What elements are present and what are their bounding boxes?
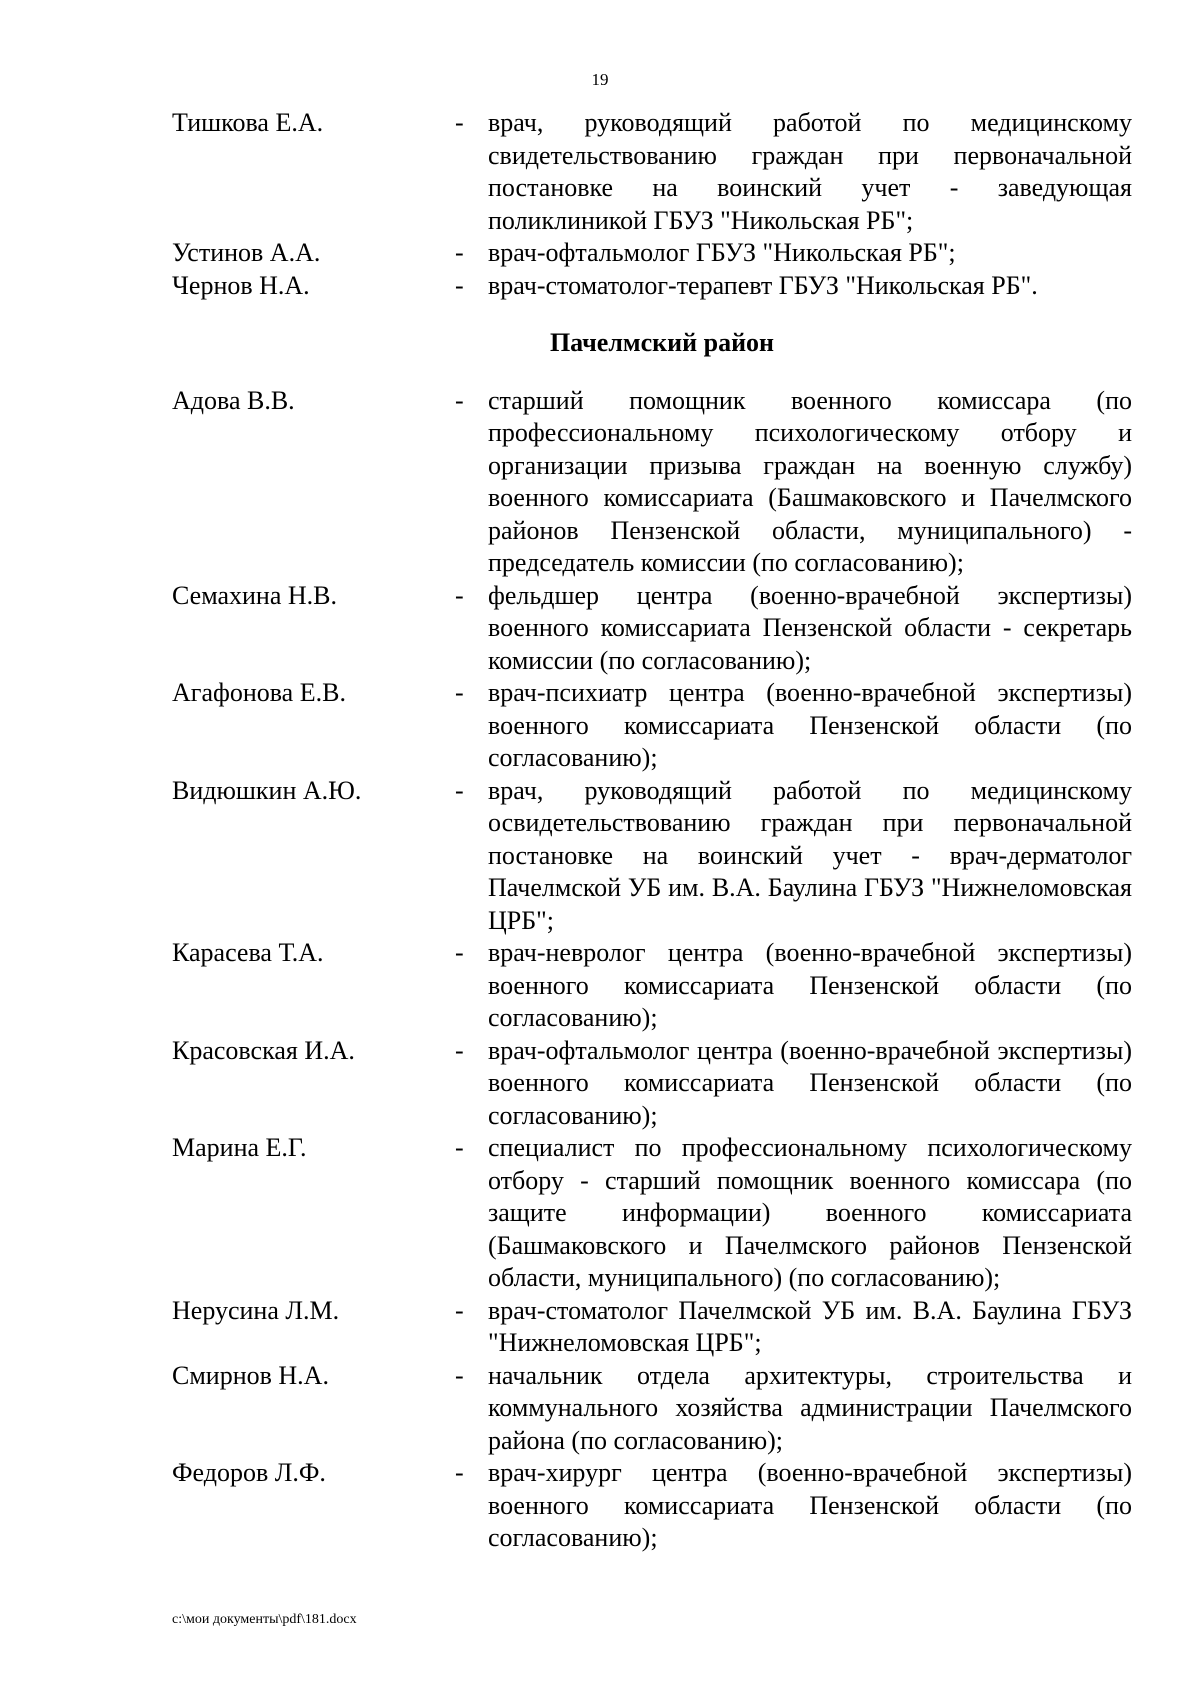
member-row — [172, 1132, 1132, 1295]
member-row — [172, 270, 1132, 303]
member-position: врач-стоматолог Пачелмской УБ им. В.А. Баулина ГБУЗ "Нижнеломовская ЦРБ"; — [488, 1295, 1132, 1357]
footer-file-path: c:\мои документы\pdf\181.docx — [172, 1612, 357, 1627]
member-name: Видюшкин А.Ю. — [172, 775, 362, 805]
member-position: врач-хирург центра (военно-врачебной экспертизы) военного комиссариата Пензенской области (по согласованию); — [488, 1458, 1132, 1552]
member-dash: - — [455, 1035, 464, 1065]
member-row — [172, 580, 1132, 678]
member-dash: - — [455, 678, 464, 707]
member-name: Чернов Н.А. — [172, 270, 310, 300]
member-position: специалист по профессиональному психологическому отбору - старший помощник военного комиссара (по защите информации) военного комиссариата (Башмаковского и Пачелмского районов Пензенской области, муниципального) (по согласованию); — [488, 1133, 1132, 1292]
member-row — [172, 1360, 1132, 1458]
member-name: Семахина Н.В. — [172, 580, 338, 610]
section-title: Пачелмский район — [549, 328, 775, 357]
member-name: Адова В.В. — [172, 385, 295, 415]
member-name: Агафонова Е.В. — [172, 678, 346, 707]
member-row — [172, 107, 1132, 237]
member-dash: - — [455, 1295, 464, 1325]
member-dash: - — [455, 1133, 464, 1162]
member-row — [172, 677, 1132, 775]
member-dash: - — [455, 580, 464, 610]
member-dash: - — [455, 938, 464, 967]
member-row — [172, 385, 1132, 580]
member-row — [172, 937, 1132, 1035]
member-dash: - — [455, 108, 464, 137]
member-dash: - — [455, 775, 464, 805]
member-name: Карасева Т.А. — [172, 938, 324, 967]
member-position: врач-стоматолог-терапевт ГБУЗ "Никольская РБ". — [488, 270, 1038, 300]
member-position: врач, руководящий работой по медицинскому освидетельствованию граждан при первоначальной постановке на воинский учет - врач-дерматолог Пачелмской УБ им. В.А. Баулина ГБУЗ "Нижнеломовская ЦРБ"; — [488, 775, 1132, 935]
member-name: Смирнов Н.А. — [172, 1360, 329, 1390]
member-name: Красовская И.А. — [172, 1035, 355, 1065]
member-position: старший помощник военного комиссара (по профессиональному психологическому отбору и организации призыва граждан на военную службу) военного комиссариата (Башмаковского и Пачелмского районов Пензенской области, муниципального) - председатель комиссии (по согласованию); — [488, 385, 1132, 577]
member-row — [172, 1295, 1132, 1360]
member-name: Нерусина Л.М. — [172, 1295, 340, 1325]
member-dash: - — [455, 385, 464, 415]
member-dash: - — [455, 270, 464, 300]
commission-list — [172, 107, 1132, 1555]
member-position: врач-офтальмолог центра (военно-врачебной экспертизы) военного комиссариата Пензенской области (по согласованию); — [488, 1035, 1132, 1130]
member-name: Тишкова Е.А. — [172, 108, 324, 137]
member-dash: - — [455, 238, 464, 267]
member-row — [172, 1457, 1132, 1555]
member-position: врач-невролог центра (военно-врачебной экспертизы) военного комиссариата Пензенской области (по согласованию); — [488, 938, 1132, 1032]
member-row — [172, 775, 1132, 938]
member-name: Устинов А.А. — [172, 238, 321, 267]
member-name: Марина Е.Г. — [172, 1133, 307, 1162]
member-dash: - — [455, 1458, 464, 1487]
member-dash: - — [455, 1360, 464, 1390]
member-position: начальник отдела архитектуры, строительства и коммунального хозяйства администрации Пачелмского района (по согласованию); — [488, 1360, 1132, 1455]
page-number: 19 — [591, 70, 609, 89]
member-row — [172, 1035, 1132, 1133]
member-position: врач-психиатр центра (военно-врачебной экспертизы) военного комиссариата Пензенской области (по согласованию); — [488, 678, 1132, 772]
section-entries — [172, 385, 1132, 1555]
member-row — [172, 237, 1132, 270]
member-position: врач, руководящий работой по медицинскому свидетельствованию граждан при первоначальной постановке на воинский учет - заведующая поликлиникой ГБУЗ "Никольская РБ"; — [488, 108, 1132, 235]
member-position: фельдшер центра (военно-врачебной экспертизы) военного комиссариата Пензенской области - секретарь комиссии (по согласованию); — [488, 580, 1132, 675]
top-entries — [172, 107, 1132, 302]
member-position: врач-офтальмолог ГБУЗ "Никольская РБ"; — [488, 238, 956, 267]
member-name: Федоров Л.Ф. — [172, 1458, 326, 1487]
